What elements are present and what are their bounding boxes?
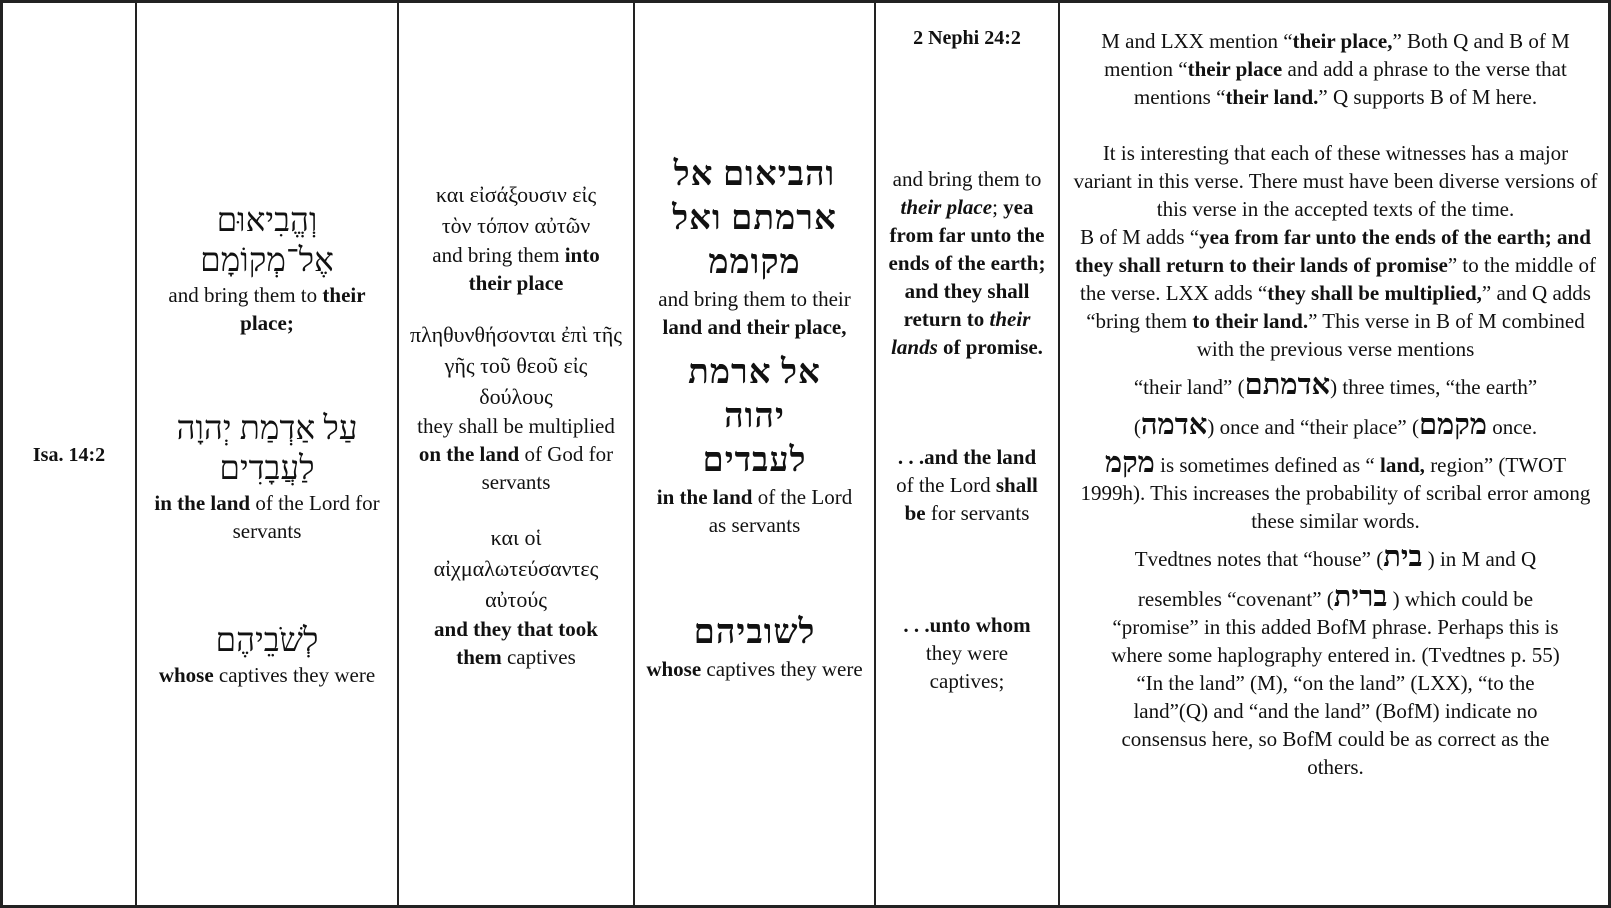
mt-hebrew-3: לְשֹׁבֵיהֶם xyxy=(215,623,319,659)
lxx-greek-3: και οἱ αἰχμαλωτεύσαντες αὐτούς xyxy=(433,525,599,612)
q-hebrew-1: והביאום אל ארמתם ואל מקוממ xyxy=(672,156,837,281)
note-paragraph-1: M and LXX mention “their place,” Both Q and B of M mention “their place and add a phrase to the verse that mentions “their land.” Q supports B of M here. xyxy=(1101,29,1570,109)
note-line-their-land: “their land” (אדמתם) three times, “the earth” xyxy=(1133,369,1538,401)
hebrew-berit: ברית xyxy=(1333,581,1388,613)
book-of-mormon-column xyxy=(876,3,1060,908)
q-hebrew-2: אל ארמת יהוה לעבדים xyxy=(688,354,821,479)
mt-english-3: whose captives they were xyxy=(158,663,376,687)
note-line-the-earth: (אדמה) once and “their place” (מקמם once. xyxy=(1133,409,1538,441)
mt-english-2: in the land of the Lord for servants xyxy=(154,491,380,543)
note-line-house: Tvedtnes notes that “house” (בית ) in M and Q xyxy=(1134,541,1537,573)
mt-hebrew-2: עַל אַדְמַת יְהוָה לַעֲבָדִים xyxy=(176,411,358,487)
q-english-1: and bring them to their land and their place, xyxy=(658,287,851,339)
bom-passage-3: . . .unto whom they were captives; xyxy=(903,613,1031,693)
q-english-2: in the land of the Lord as servants xyxy=(656,485,853,537)
qumran-column xyxy=(635,3,876,908)
lxx-english-1: and bring them into their place xyxy=(432,243,600,295)
note-line-covenant: resembles “covenant” (ברית ) which could be xyxy=(1137,581,1534,613)
bom-passage-2: . . .and the land of the Lord shall be for servants xyxy=(896,445,1038,525)
verse-reference: Isa. 14:2 xyxy=(32,444,106,466)
hebrew-bayit: בית xyxy=(1383,541,1423,573)
note-paragraph-2: It is interesting that each of these witnesses has a major variant in this verse. There must have been diverse versions of this verse in the accepted texts of the time. xyxy=(1073,141,1598,221)
bom-passage-1: and bring them to their place; yea from far unto the ends of the earth; and they shall return to their lands of promise. xyxy=(888,167,1046,359)
notes-column xyxy=(1060,3,1611,908)
note-paragraph-tvedtnes: “promise” in this added BofM phrase. Perhaps this is where some haplography entered in. (Tvedtnes p. 55) “In the land” (M), “on the land” (LXX), “to the land”(Q) and “and the land” (BofM) indicate no consensus here, so BofM could be as correct as the others. xyxy=(1111,615,1560,779)
mt-hebrew-1: וְהֱבִיאוּם אֶל־מְקוֹמָם xyxy=(200,203,334,279)
lxx-greek-1: και εἰσάξουσιν εἰς τὸν τόπον αὐτῶν xyxy=(435,182,597,238)
septuagint-column xyxy=(399,3,635,908)
q-english-3: whose captives they were xyxy=(646,657,863,681)
hebrew-adamah: אדמה xyxy=(1140,409,1208,441)
hebrew-maqom: מקמ xyxy=(1104,447,1155,479)
lxx-english-2: they shall be multiplied on the land of God for servants xyxy=(417,414,615,494)
lxx-greek-2: πληθυνθήσονται ἐπὶ τῆς γῆς τοῦ θεοῦ εἰς δούλους xyxy=(410,322,622,409)
reference-column xyxy=(3,3,137,908)
hebrew-admatam: אדמתם xyxy=(1244,369,1331,401)
hebrew-meqomam: מקמם xyxy=(1418,409,1487,441)
masoretic-column xyxy=(137,3,399,908)
bom-header: 2 Nephi 24:2 xyxy=(913,27,1021,49)
mt-english-1: and bring them to their place; xyxy=(168,283,366,335)
note-paragraph-3: B of M adds “yea from far unto the ends of the earth; and they shall return to their lands of promise” to the middle of the verse. LXX adds “they shall be multiplied,” and Q adds “bring them to their land.” This verse in B of M combined with the previous verse mentions xyxy=(1075,225,1596,361)
q-hebrew-3: לשוביהם xyxy=(693,614,816,651)
note-paragraph-definition: מקמ is sometimes defined as “ land, region” (TWOT 1999h). This increases the probability of scribal error among these similar words. xyxy=(1080,447,1591,533)
lxx-english-3: and they that took them captives xyxy=(434,617,598,669)
